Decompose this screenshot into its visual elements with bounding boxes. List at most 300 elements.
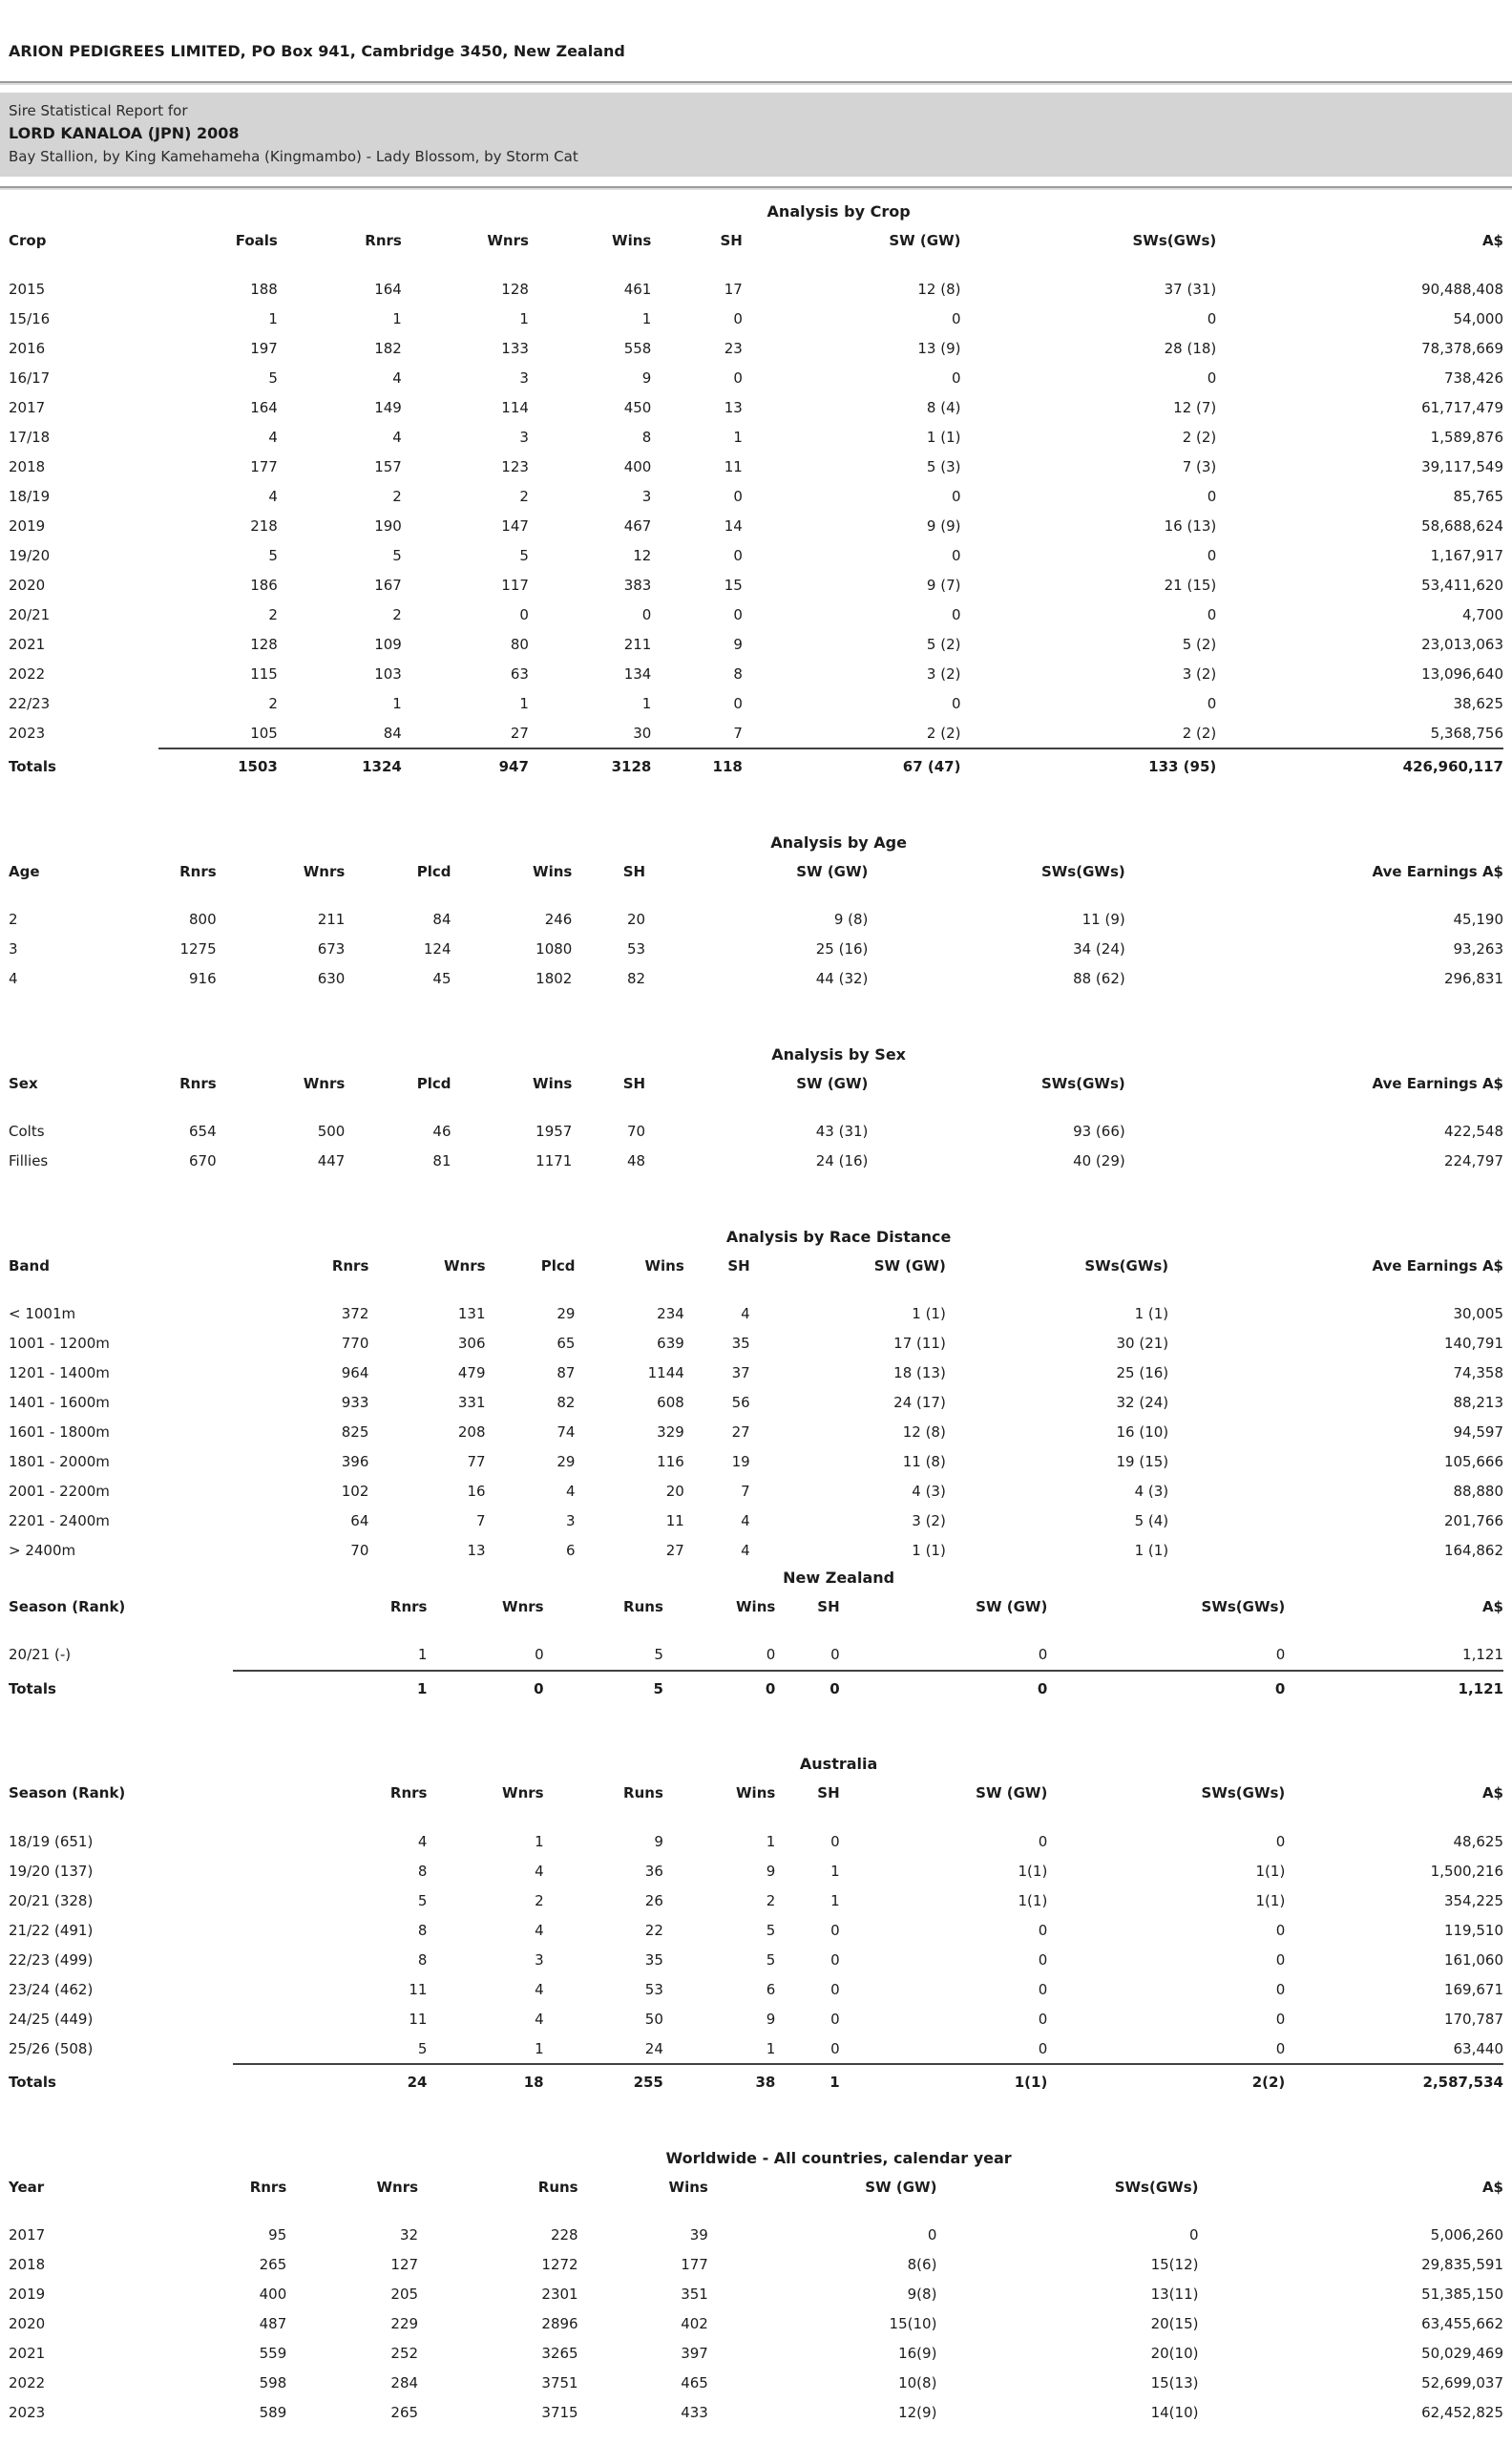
table-row [9,2369,1503,2398]
table-cell: 51,385,150 [1421,2286,1503,2303]
row-label: 2023 [9,724,46,742]
row-label: 2022 [9,664,46,683]
row-label: 2021 [9,635,46,653]
table-cell: 933 [341,1394,369,1411]
table-cell: 7 (3) [1182,457,1217,475]
table-cell: 9 [766,1862,776,1880]
table-row [9,422,1503,452]
table-cell: 670 [189,1152,217,1169]
table-cell: 94,597 [1453,1423,1503,1441]
totals-cell: 0 [1047,1671,1285,1704]
section-analysis-by-crop [0,202,1512,782]
table-cell: 4 [417,1832,428,1850]
table-row [9,392,1503,422]
table-cell: 1 [830,1891,840,1909]
row-label: 2201 - 2400m [9,1512,110,1529]
table-cell: 50,029,469 [1421,2345,1503,2362]
table-cell: 12 (8) [917,280,961,298]
table-cell: 4 [741,1512,750,1529]
column-header: Rnrs [389,1597,428,1615]
table-row [9,1886,1503,1915]
table-cell: 400 [623,457,652,475]
column-header: Runs [623,1597,663,1615]
table-cell: 673 [317,940,346,958]
header-row [9,1075,1503,1117]
table-cell: 53 [644,1980,663,1998]
table-cell: 5,368,756 [1430,724,1503,742]
table-cell: 2 [392,487,402,505]
table-cell: 558 [623,339,652,357]
totals-row [9,1671,1503,1704]
table-cell: 82 [626,970,646,987]
column-header: Plcd [416,1074,452,1092]
column-header: Wnrs [376,2178,419,2196]
table-cell: 127 [390,2256,419,2273]
table-cell: 1 [535,2039,544,2057]
table-cell: 1 [641,694,652,712]
row-label: 19/20 [9,546,51,564]
column-header: SWs(GWs) [1084,1256,1169,1275]
table-cell: 7 [475,1512,486,1529]
totals-row [9,748,1503,782]
table-cell: 0 [830,2010,840,2028]
table-cell: 4 [741,1305,750,1322]
table-cell: 0 [1207,605,1217,623]
column-header: SW (GW) [796,1074,869,1092]
report-intro-line: Sire Statistical Report for [9,102,188,119]
table-cell: 2 (2) [1182,428,1217,446]
table-cell: 1957 [536,1123,573,1140]
table-row [9,1359,1503,1388]
table-cell: 0 [1275,1980,1286,1998]
row-label: 2020 [9,2315,46,2332]
table-cell: 4 [741,1542,750,1559]
table-cell: 1 [535,1832,544,1850]
row-label: 16/17 [9,369,51,387]
table-cell: 157 [374,457,402,475]
column-header: A$ [1481,1784,1503,1801]
analysis-by-crop-table [9,232,1503,782]
row-label: 2001 - 2200m [9,1483,110,1500]
row-label: Colts [9,1123,45,1140]
table-cell: 608 [657,1394,684,1411]
totals-cell: 0 [427,1671,543,1704]
table-cell: 3 [535,1950,544,1969]
table-cell: 0 [830,1950,840,1969]
table-cell: 116 [657,1453,684,1470]
table-cell: 3 [565,1512,576,1529]
table-cell: 23 [724,339,743,357]
table-cell: 11 [409,2010,428,2028]
table-cell: 1 [392,309,402,327]
table-row [9,481,1503,511]
table-cell: 4 (3) [912,1483,946,1500]
table-row [9,1299,1503,1329]
table-cell: 5 [392,546,402,564]
table-cell: 70 [350,1542,369,1559]
totals-cell: 67 (47) [743,748,961,782]
table-cell: 105 [250,724,278,742]
table-cell: 19 (15) [1116,1453,1169,1470]
table-cell: 9 (9) [926,516,961,535]
row-label: 2022 [9,2374,46,2391]
column-header: SH [622,862,646,880]
table-cell: 15(12) [1150,2256,1199,2273]
table-cell: 56 [731,1394,750,1411]
column-header: SW (GW) [796,862,869,880]
table-cell: 16 (13) [1164,516,1217,535]
table-cell: 1(1) [1018,1862,1048,1880]
table-cell: 4 [535,2010,544,2028]
table-row [9,964,1503,994]
table-cell: 13(11) [1150,2286,1199,2303]
table-cell: 11 (8) [902,1453,946,1470]
table-cell: 13 [724,398,743,416]
table-cell: 224,797 [1443,1152,1503,1169]
table-row [9,1418,1503,1447]
table-cell: 8 [417,1921,428,1939]
table-cell: 3715 [541,2404,578,2421]
table-cell: 9 [766,2010,776,2028]
table-cell: 13 (9) [917,339,961,357]
table-cell: 119,510 [1443,1921,1503,1939]
column-header: Ave Earnings A$ [1372,1256,1503,1275]
table-cell: 53,411,620 [1421,576,1503,594]
table-cell: 88,880 [1453,1483,1503,1500]
table-cell: 134 [623,664,652,683]
table-row [9,1117,1503,1147]
table-cell: 19 [731,1453,750,1470]
table-cell: 8 [417,1950,428,1969]
table-cell: 218 [250,516,278,535]
row-label: > 2400m [9,1542,76,1559]
table-cell: 6 [766,1980,776,1998]
totals-cell: 24 [233,2064,428,2097]
totals-cell: 1503 [158,748,278,782]
table-cell: 17 (11) [893,1335,946,1352]
table-cell: 1(1) [1255,1862,1286,1880]
table-row [9,1945,1503,1974]
table-cell: 9 [733,635,743,653]
table-cell: 630 [317,970,346,987]
table-cell: 6 [565,1542,576,1559]
totals-cell: 2,587,534 [1285,2064,1503,2097]
table-row [9,1506,1503,1536]
row-label: 1401 - 1600m [9,1394,110,1411]
totals-cell: 1,121 [1285,1671,1503,1704]
column-header: Rnrs [179,862,217,880]
table-cell: 21 (15) [1164,576,1217,594]
column-header: Plcd [416,862,452,880]
table-cell: 589 [259,2404,287,2421]
row-label: 3 [9,940,18,958]
table-cell: 487 [259,2315,287,2332]
table-cell: 46 [432,1123,452,1140]
table-cell: 63 [510,664,529,683]
column-header: Wnrs [303,1074,346,1092]
table-cell: 37 (31) [1164,280,1217,298]
table-row [9,333,1503,363]
table-cell: 14(10) [1150,2404,1199,2421]
table-row [9,2033,1503,2064]
table-cell: 0 [951,546,961,564]
table-cell: 40 (29) [1073,1152,1125,1169]
section-worldwide [0,2149,1512,2428]
table-cell: 2 [392,605,402,623]
table-cell: 0 [830,1832,840,1850]
column-header: SWs(GWs) [1040,862,1125,880]
section-title-crop: Analysis by Crop [766,202,911,221]
table-cell: 2 [766,1891,776,1909]
analysis-by-age-table [9,863,1503,994]
table-cell: 10(8) [898,2374,937,2391]
table-row [9,570,1503,600]
worldwide-table [9,2179,1503,2428]
table-row [9,2280,1503,2309]
table-cell: 11 [409,1980,428,1998]
row-label: 21/22 (491) [9,1921,94,1939]
table-cell: 1 (1) [1134,1542,1169,1559]
table-cell: 177 [681,2256,708,2273]
table-cell: 53 [626,940,646,958]
table-cell: 265 [390,2404,419,2421]
column-header: SH [720,232,743,249]
row-label: 2021 [9,2345,46,2362]
table-cell: 1 (1) [912,1305,946,1322]
row-label: 2017 [9,398,46,416]
column-header: Wnrs [443,1256,486,1275]
table-row [9,1640,1503,1671]
table-cell: 12(9) [898,2404,937,2421]
table-cell: 0 [766,1646,776,1663]
table-cell: 140,791 [1443,1335,1503,1352]
table-cell: 3 [641,487,652,505]
table-cell: 1 [519,309,529,327]
table-cell: 1(1) [1255,1891,1286,1909]
table-cell: 265 [259,2256,287,2273]
column-header: Wins [533,1074,573,1092]
table-cell: 13 [467,1542,486,1559]
table-cell: 12 (7) [1173,398,1217,416]
table-cell: 78,378,669 [1421,339,1503,357]
table-cell: 45,190 [1453,911,1503,928]
table-cell: 63,440 [1453,2039,1503,2057]
table-cell: 0 [1207,369,1217,387]
table-row [9,629,1503,659]
table-cell: 329 [657,1423,684,1441]
row-label: 2016 [9,339,46,357]
table-cell: 0 [733,694,743,712]
table-cell: 128 [501,280,529,298]
table-cell: 1 [830,1862,840,1880]
table-cell: 115 [250,664,278,683]
section-title-new-zealand: New Zealand [783,1568,895,1587]
table-cell: 84 [432,911,452,928]
table-cell: 15 [724,576,743,594]
table-cell: 400 [259,2286,287,2303]
totals-cell: 255 [544,2064,663,2097]
table-cell: 246 [544,911,573,928]
table-cell: 4,700 [1462,605,1503,623]
header-row [9,863,1503,905]
table-cell: 5 (3) [926,457,961,475]
table-cell: 5 [268,546,278,564]
table-cell: 38,625 [1453,694,1503,712]
table-cell: 450 [623,398,652,416]
table-cell: 16(9) [898,2345,937,2362]
table-cell: 74,358 [1453,1364,1503,1381]
column-header: Wins [644,1256,684,1275]
table-cell: 117 [501,576,529,594]
section-australia [0,1755,1512,2097]
table-cell: 0 [519,605,529,623]
totals-cell: 1324 [278,748,402,782]
table-cell: 43 (31) [815,1123,869,1140]
table-cell: 1 [766,2039,776,2057]
section-analysis-by-sex [0,1045,1512,1176]
totals-cell: 3128 [529,748,651,782]
section-title-worldwide: Worldwide - All countries, calendar year [665,2148,1012,2167]
table-cell: 0 [1207,487,1217,505]
table-cell: 123 [501,457,529,475]
table-cell: 0 [733,605,743,623]
table-cell: 3 [519,369,529,387]
totals-label: Totals [9,758,56,775]
row-label: 20/21 (328) [9,1891,94,1909]
column-header: Wnrs [303,862,346,880]
table-cell: 9(8) [907,2286,937,2303]
table-cell: 17 [724,280,743,298]
table-cell: 169,671 [1443,1980,1503,1998]
table-cell: 44 (32) [815,970,869,987]
table-cell: 964 [341,1364,369,1381]
table-cell: 103 [374,664,402,683]
table-row [9,905,1503,935]
row-label: 23/24 (462) [9,1980,94,1998]
table-cell: 190 [374,516,402,535]
column-header: SWs(GWs) [1201,1784,1286,1801]
table-cell: 3 [519,428,529,446]
table-cell: 5 [766,1950,776,1969]
table-cell: 1272 [541,2256,578,2273]
table-cell: 186 [250,576,278,594]
row-label: 18/19 (651) [9,1832,94,1850]
table-cell: 85,765 [1453,487,1503,505]
row-label: 24/25 (449) [9,2010,94,2028]
table-cell: 0 [1038,1980,1048,1998]
table-cell: 11 [665,1512,684,1529]
column-header: Ave Earnings A$ [1372,1074,1503,1092]
table-cell: 131 [457,1305,486,1322]
table-cell: 54,000 [1453,309,1503,327]
table-cell: 0 [1207,694,1217,712]
table-cell: 4 [535,1980,544,1998]
column-header: SW (GW) [976,1784,1048,1801]
column-header: SWs(GWs) [1132,232,1217,249]
table-cell: 284 [390,2374,419,2391]
table-cell: 27 [731,1423,750,1441]
section-analysis-by-age [0,833,1512,994]
table-cell: 61,717,479 [1421,398,1503,416]
table-cell: 397 [681,2345,708,2362]
table-cell: 2896 [541,2315,578,2332]
table-cell: 13,096,640 [1421,664,1503,683]
table-cell: 3 (2) [1182,664,1217,683]
report-title-box [0,93,1512,177]
column-header: Ave Earnings A$ [1372,862,1503,880]
row-label: 1801 - 2000m [9,1453,110,1470]
totals-cell: 18 [427,2064,543,2097]
table-cell: 8 (4) [926,398,961,416]
row-label: 2023 [9,2404,46,2421]
table-cell: 167 [374,576,402,594]
row-label: 1001 - 1200m [9,1335,110,1352]
totals-cell: 5 [544,1671,663,1704]
table-cell: 0 [951,694,961,712]
totals-label: Totals [9,1679,56,1697]
table-cell: 2 (2) [1182,724,1217,742]
table-cell: 2 (2) [926,724,961,742]
totals-cell: 118 [651,748,743,782]
table-cell: 0 [1275,1832,1286,1850]
row-label: 25/26 (508) [9,2039,94,2057]
row-label: 2 [9,911,18,928]
table-cell: 27 [665,1542,684,1559]
column-header: Crop [9,232,47,249]
table-cell: 1 (1) [912,1542,946,1559]
table-cell: 20(15) [1150,2315,1199,2332]
row-label: 2020 [9,576,46,594]
table-row [9,304,1503,333]
table-cell: 88,213 [1453,1394,1503,1411]
table-cell: 1(1) [1018,1891,1048,1909]
table-cell: 0 [1188,2226,1199,2244]
table-cell: 1 [733,428,743,446]
table-cell: 26 [644,1891,663,1909]
table-cell: 11 (9) [1082,911,1125,928]
table-cell: 800 [189,911,217,928]
table-cell: 34 (24) [1073,940,1125,958]
table-cell: 77 [467,1453,486,1470]
table-cell: 170,787 [1443,2010,1503,2028]
table-cell: 0 [830,1921,840,1939]
row-label: 19/20 (137) [9,1862,94,1880]
table-cell: 7 [733,724,743,742]
table-cell: 228 [550,2226,578,2244]
column-header: Rnrs [365,232,402,249]
row-label: 1601 - 1800m [9,1423,110,1441]
row-label: 15/16 [9,309,51,327]
table-cell: 0 [535,1646,544,1663]
horse-description: Bay Stallion, by King Kamehameha (Kingmambo) - Lady Blossom, by Storm Cat [9,148,578,165]
column-header: Wnrs [487,232,529,249]
table-row [9,2309,1503,2339]
table-cell: 479 [457,1364,486,1381]
table-row [9,540,1503,570]
table-cell: 0 [1275,1646,1286,1663]
table-cell: 24 [644,2039,663,2057]
table-cell: 0 [1038,2039,1048,2057]
table-cell: 84 [383,724,402,742]
table-cell: 0 [733,546,743,564]
table-cell: 2 [268,605,278,623]
totals-cell: 0 [775,1671,839,1704]
table-row [9,1477,1503,1506]
table-cell: 32 (24) [1116,1394,1169,1411]
column-header: Rnrs [331,1256,369,1275]
table-row [9,274,1503,304]
table-row [9,2221,1503,2250]
